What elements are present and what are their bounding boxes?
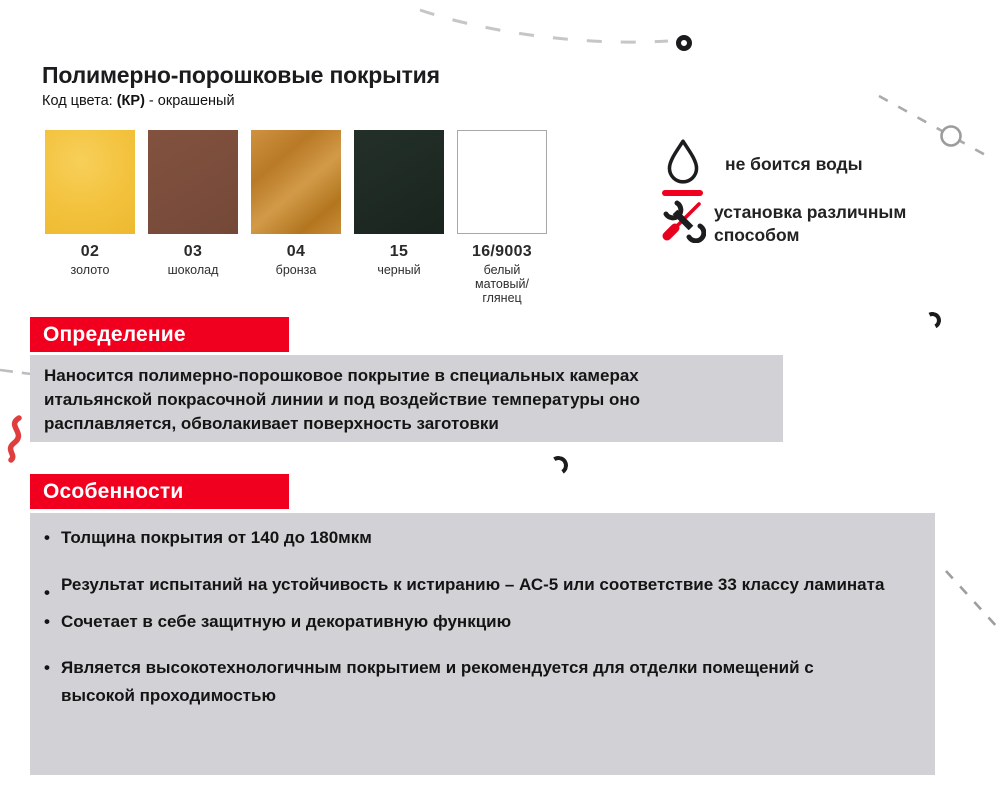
swatch-name: белый матовый/глянец — [475, 263, 529, 305]
swatch-bronze — [251, 130, 341, 305]
feature-bullet: • Сочетает в себе защитную и декоративную функцию — [44, 610, 891, 635]
definition-panel — [30, 355, 783, 442]
swatch-code: 02 — [80, 243, 100, 260]
swatch-gold — [45, 130, 135, 305]
swatch-chocolate-color — [148, 130, 238, 234]
swatch-bronze-color — [251, 130, 341, 234]
dashed-curve-decoration — [410, 0, 680, 60]
swatch-name: золото — [70, 263, 110, 277]
feature-bullet: • Толщина покрытия от 140 до 180мкм — [44, 526, 891, 551]
left-dash-decoration — [0, 366, 32, 378]
section-heading-features: Особенности — [30, 474, 289, 509]
color-code-subtitle — [42, 93, 235, 109]
dashed-circle-decoration — [865, 85, 1000, 170]
donut-icon — [676, 35, 692, 51]
swatch-code: 03 — [183, 243, 203, 260]
red-underline — [662, 190, 703, 196]
swatch-code: 16/9003 — [472, 243, 532, 260]
swatch-chocolate — [148, 130, 238, 305]
feature-water-label: не боится воды — [725, 154, 863, 174]
section-heading-definition: Определение — [30, 317, 289, 352]
color-swatch-row — [45, 130, 547, 305]
crescent-icon — [547, 454, 570, 477]
swatch-name: шоколад — [167, 263, 219, 277]
swatch-black — [354, 130, 444, 305]
feature-install-label: установка различным способом — [714, 202, 907, 245]
feature-bullet: • Результат испытаний на устойчивость к истиранию – АС-5 или соответствие 33 классу ламината — [44, 565, 891, 604]
swatch-white — [457, 130, 547, 305]
swatch-code: 15 — [389, 243, 409, 260]
definition-text: Наносится полимерно-порошковое покрытие в специальных камерах итальянской покрасочной линии и под воздействие температуры оно расплавляется, обволакивает поверхность заготовки — [44, 366, 641, 433]
swatch-white-color — [457, 130, 547, 234]
swatch-black-color — [354, 130, 444, 234]
page-title: Полимерно-порошковые покрытия — [42, 62, 440, 88]
water-drop-icon — [662, 136, 704, 186]
subtitle-prefix: Код цвета: — [42, 93, 117, 109]
subtitle-code: (КР) — [116, 93, 145, 109]
features-panel — [30, 513, 935, 775]
swatch-name: бронза — [275, 263, 317, 277]
bottom-right-dashes-decoration — [938, 558, 1000, 636]
swatch-name: черный — [377, 263, 421, 277]
feature-bullet: • Является высокотехнологичным покрытием и рекомендуется для отделки помещений с высокой проходимостью — [44, 654, 891, 710]
swatch-gold-color — [45, 130, 135, 234]
crescent-icon — [922, 310, 943, 331]
swatch-code: 04 — [286, 243, 306, 260]
wrench-screwdriver-icon — [660, 197, 706, 243]
subtitle-suffix: - окрашеный — [144, 93, 235, 109]
